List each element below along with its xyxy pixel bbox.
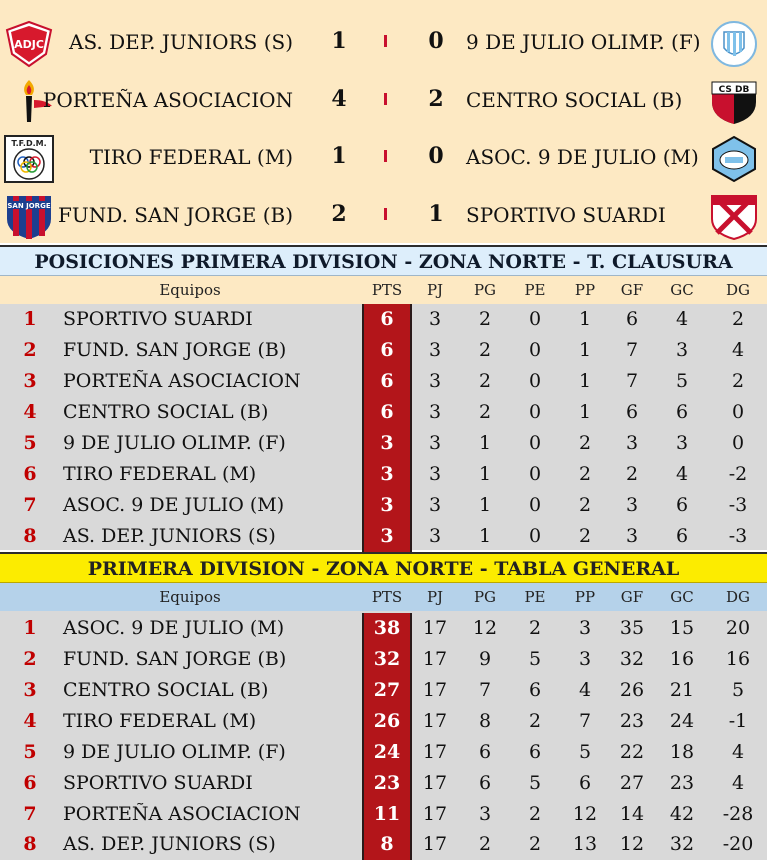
away-team: CENTRO SOCIAL (B): [466, 88, 683, 112]
points: 6: [362, 366, 412, 397]
lost: 2: [578, 494, 592, 516]
played: 3: [428, 463, 442, 485]
header-pp: PP: [574, 281, 596, 299]
away-score: 1: [428, 201, 444, 227]
general-table-body: [0, 611, 767, 860]
score-separator: [384, 93, 387, 105]
position: 5: [23, 741, 37, 763]
team-name: SPORTIVO SUARDI: [63, 772, 253, 794]
drawn: 0: [528, 463, 542, 485]
goal-difference: -2: [728, 463, 748, 485]
tiro-federal-badge-icon: [4, 135, 54, 183]
header-dg: DG: [725, 588, 750, 606]
won: 2: [478, 401, 492, 423]
position: 3: [23, 679, 37, 701]
clausura-table-body: [0, 304, 767, 550]
lost: 5: [578, 741, 592, 763]
drawn: 6: [528, 679, 542, 701]
won: 1: [478, 494, 492, 516]
won: 1: [478, 463, 492, 485]
header-pg: PG: [473, 588, 497, 606]
team-name: TIRO FEDERAL (M): [63, 463, 257, 485]
played: 3: [428, 525, 442, 547]
position: 4: [23, 401, 37, 423]
goals-for: 6: [625, 401, 639, 423]
goal-difference: -28: [722, 803, 754, 825]
position: 6: [23, 463, 37, 485]
points: 3: [362, 490, 412, 521]
goal-difference: 4: [731, 339, 745, 361]
lost: 2: [578, 525, 592, 547]
home-score: 1: [331, 143, 347, 169]
goal-difference: 4: [731, 772, 745, 794]
lost: 1: [578, 339, 592, 361]
goals-against: 21: [669, 679, 695, 701]
header-gf: GF: [620, 588, 644, 606]
points: 6: [362, 397, 412, 428]
home-score: 1: [331, 28, 347, 54]
away-team: SPORTIVO SUARDI: [466, 203, 666, 227]
away-score: 0: [428, 28, 444, 54]
goals-for: 7: [625, 339, 639, 361]
svg-text:T.F.D.M.: T.F.D.M.: [11, 139, 47, 148]
team-name: PORTEÑA ASOCIACION: [63, 803, 301, 825]
header-pj: PJ: [426, 281, 444, 299]
header-gc: GC: [670, 588, 694, 606]
goals-against: 5: [675, 370, 689, 392]
table-row: [0, 768, 767, 799]
played: 17: [422, 648, 448, 670]
goals-for: 7: [625, 370, 639, 392]
played: 3: [428, 432, 442, 454]
goals-for: 26: [619, 679, 645, 701]
goal-difference: -20: [722, 833, 754, 855]
lost: 7: [578, 710, 592, 732]
played: 17: [422, 710, 448, 732]
goal-difference: 2: [731, 370, 745, 392]
goals-against: 6: [675, 494, 689, 516]
goals-against: 16: [669, 648, 695, 670]
drawn: 2: [528, 833, 542, 855]
san-jorge-shield-icon: [4, 193, 54, 241]
goals-for: 14: [619, 803, 645, 825]
drawn: 0: [528, 401, 542, 423]
table-row: [0, 521, 767, 552]
table-row: [0, 799, 767, 830]
goals-against: 15: [669, 617, 695, 639]
won: 2: [478, 370, 492, 392]
played: 3: [428, 339, 442, 361]
home-score: 2: [331, 201, 347, 227]
lost: 2: [578, 432, 592, 454]
position: 7: [23, 494, 37, 516]
won: 2: [478, 308, 492, 330]
drawn: 6: [528, 741, 542, 763]
away-score: 0: [428, 143, 444, 169]
drawn: 0: [528, 432, 542, 454]
points: 27: [362, 675, 412, 706]
won: 2: [478, 833, 492, 855]
played: 3: [428, 401, 442, 423]
goals-against: 3: [675, 432, 689, 454]
score-separator: [384, 150, 387, 162]
points: 3: [362, 428, 412, 459]
lost: 1: [578, 308, 592, 330]
team-name: FUND. SAN JORGE (B): [63, 648, 287, 670]
goals-for: 2: [625, 463, 639, 485]
goal-difference: 0: [731, 401, 745, 423]
drawn: 0: [528, 525, 542, 547]
svg-text:ADJC: ADJC: [14, 38, 44, 51]
table-row: [0, 644, 767, 675]
goal-difference: 16: [725, 648, 751, 670]
general-header-row: [0, 583, 767, 611]
lost: 6: [578, 772, 592, 794]
header-gc: GC: [670, 281, 694, 299]
won: 1: [478, 525, 492, 547]
position: 6: [23, 772, 37, 794]
drawn: 0: [528, 308, 542, 330]
away-team: 9 DE JULIO OLIMP. (F): [466, 30, 701, 54]
svg-text:CS DB: CS DB: [718, 85, 750, 95]
header-pp: PP: [574, 588, 596, 606]
played: 3: [428, 494, 442, 516]
drawn: 0: [528, 370, 542, 392]
team-name: FUND. SAN JORGE (B): [63, 339, 287, 361]
header-dg: DG: [725, 281, 750, 299]
general-title: PRIMERA DIVISION - ZONA NORTE - TABLA GENERAL: [0, 552, 767, 583]
table-row: [0, 675, 767, 706]
lost: 1: [578, 401, 592, 423]
table-row: [0, 829, 767, 860]
lost: 2: [578, 463, 592, 485]
goals-for: 12: [619, 833, 645, 855]
table-row: [0, 335, 767, 366]
position: 5: [23, 432, 37, 454]
header-equipos: Equipos: [159, 281, 221, 299]
home-team: PORTEÑA ASOCIACION: [42, 88, 293, 112]
played: 17: [422, 803, 448, 825]
score-separator: [384, 208, 387, 220]
position: 1: [23, 617, 37, 639]
goals-for: 6: [625, 308, 639, 330]
header-pe: PE: [524, 281, 546, 299]
svg-text:SAN JORGE: SAN JORGE: [7, 202, 51, 210]
team-name: SPORTIVO SUARDI: [63, 308, 253, 330]
match-row: [0, 72, 767, 130]
won: 7: [478, 679, 492, 701]
table-row: [0, 490, 767, 521]
clausura-title: POSICIONES PRIMERA DIVISION - ZONA NORTE - T. CLAUSURA: [0, 245, 767, 276]
played: 3: [428, 370, 442, 392]
won: 6: [478, 741, 492, 763]
won: 1: [478, 432, 492, 454]
table-row: [0, 459, 767, 490]
won: 9: [478, 648, 492, 670]
position: 8: [23, 833, 37, 855]
goal-difference: 0: [731, 432, 745, 454]
goals-for: 35: [619, 617, 645, 639]
played: 3: [428, 308, 442, 330]
drawn: 2: [528, 617, 542, 639]
goals-against: 3: [675, 339, 689, 361]
goals-against: 24: [669, 710, 695, 732]
away-team: ASOC. 9 DE JULIO (M): [466, 145, 699, 169]
juniors-shield-icon: [4, 20, 54, 68]
points: 11: [362, 799, 412, 830]
played: 17: [422, 833, 448, 855]
won: 3: [478, 803, 492, 825]
team-name: AS. DEP. JUNIORS (S): [63, 833, 276, 855]
goals-for: 32: [619, 648, 645, 670]
goals-against: 42: [669, 803, 695, 825]
goal-difference: -3: [728, 525, 748, 547]
points: 26: [362, 706, 412, 737]
header-pg: PG: [473, 281, 497, 299]
header-pj: PJ: [426, 588, 444, 606]
played: 17: [422, 679, 448, 701]
drawn: 0: [528, 494, 542, 516]
points: 24: [362, 737, 412, 768]
clausura-header-row: [0, 276, 767, 304]
won: 12: [472, 617, 498, 639]
team-name: AS. DEP. JUNIORS (S): [63, 525, 276, 547]
position: 1: [23, 308, 37, 330]
match-row: [0, 129, 767, 187]
drawn: 0: [528, 339, 542, 361]
goal-difference: -3: [728, 494, 748, 516]
points: 32: [362, 644, 412, 675]
goal-difference: -1: [728, 710, 748, 732]
drawn: 5: [528, 772, 542, 794]
table-row: [0, 737, 767, 768]
points: 6: [362, 335, 412, 366]
table-row: [0, 706, 767, 737]
goal-difference: 2: [731, 308, 745, 330]
table-row: [0, 304, 767, 335]
lost: 3: [578, 617, 592, 639]
goal-difference: 20: [725, 617, 751, 639]
score-separator: [384, 35, 387, 47]
match-row: [0, 14, 767, 72]
won: 8: [478, 710, 492, 732]
results-panel: [0, 0, 767, 243]
points: 3: [362, 459, 412, 490]
sportivo-suardi-shield-icon: [709, 193, 759, 241]
played: 17: [422, 741, 448, 763]
points: 8: [362, 829, 412, 860]
header-pe: PE: [524, 588, 546, 606]
goals-for: 3: [625, 432, 639, 454]
home-score: 4: [331, 86, 347, 112]
team-name: 9 DE JULIO OLIMP. (F): [63, 432, 286, 454]
goals-against: 6: [675, 525, 689, 547]
position: 7: [23, 803, 37, 825]
lost: 13: [572, 833, 598, 855]
table-row: [0, 428, 767, 459]
header-gf: GF: [620, 281, 644, 299]
position: 3: [23, 370, 37, 392]
header-equipos: Equipos: [159, 588, 221, 606]
team-name: 9 DE JULIO OLIMP. (F): [63, 741, 286, 763]
lost: 3: [578, 648, 592, 670]
goals-for: 27: [619, 772, 645, 794]
goals-against: 18: [669, 741, 695, 763]
points: 6: [362, 304, 412, 335]
points: 3: [362, 521, 412, 552]
team-name: PORTEÑA ASOCIACION: [63, 370, 301, 392]
goals-against: 32: [669, 833, 695, 855]
goal-difference: 4: [731, 741, 745, 763]
home-team: FUND. SAN JORGE (B): [58, 203, 293, 227]
goals-for: 3: [625, 525, 639, 547]
lost: 4: [578, 679, 592, 701]
table-row: [0, 397, 767, 428]
drawn: 2: [528, 803, 542, 825]
played: 17: [422, 772, 448, 794]
won: 6: [478, 772, 492, 794]
goals-for: 23: [619, 710, 645, 732]
goals-against: 23: [669, 772, 695, 794]
team-name: CENTRO SOCIAL (B): [63, 679, 269, 701]
position: 8: [23, 525, 37, 547]
header-pts: PTS: [371, 281, 403, 299]
table-row: [0, 613, 767, 644]
centro-social-shield-icon: [709, 78, 759, 126]
goals-against: 4: [675, 308, 689, 330]
position: 2: [23, 339, 37, 361]
nueve-de-julio-olimpico-badge-icon: [709, 20, 759, 68]
lost: 12: [572, 803, 598, 825]
drawn: 5: [528, 648, 542, 670]
goals-for: 3: [625, 494, 639, 516]
header-pts: PTS: [371, 588, 403, 606]
goals-against: 4: [675, 463, 689, 485]
position: 2: [23, 648, 37, 670]
goal-difference: 5: [731, 679, 745, 701]
match-row: [0, 187, 767, 245]
lost: 1: [578, 370, 592, 392]
goals-against: 6: [675, 401, 689, 423]
goals-for: 22: [619, 741, 645, 763]
played: 17: [422, 617, 448, 639]
team-name: TIRO FEDERAL (M): [63, 710, 257, 732]
team-name: ASOC. 9 DE JULIO (M): [63, 494, 285, 516]
team-name: CENTRO SOCIAL (B): [63, 401, 269, 423]
drawn: 2: [528, 710, 542, 732]
won: 2: [478, 339, 492, 361]
asoc-nueve-de-julio-badge-icon: [709, 135, 759, 183]
away-score: 2: [428, 86, 444, 112]
points: 38: [362, 613, 412, 644]
home-team: TIRO FEDERAL (M): [89, 145, 293, 169]
points: 23: [362, 768, 412, 799]
team-name: ASOC. 9 DE JULIO (M): [63, 617, 285, 639]
table-row: [0, 366, 767, 397]
position: 4: [23, 710, 37, 732]
home-team: AS. DEP. JUNIORS (S): [69, 30, 293, 54]
